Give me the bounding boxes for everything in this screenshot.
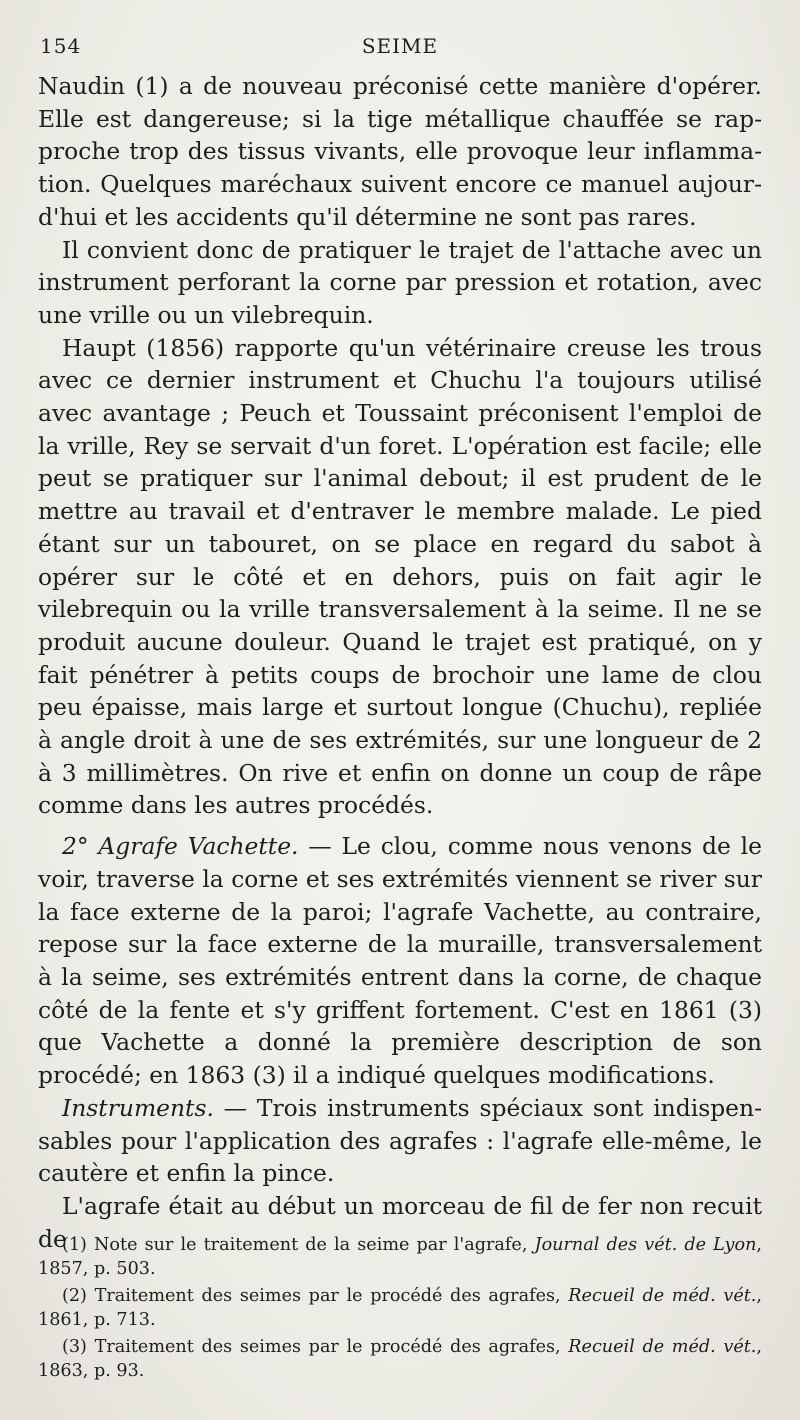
paragraph-5-text: — Trois instruments spéciaux sont indispensables pour l'application des agrafes : l'agrafe elle-même, le cautère et enfin la pince.	[38, 1093, 762, 1188]
paragraph-4-text: — Le clou, comme nous venons de le voir, traverse la corne et ses extrémités viennent se river sur la face externe de la paroi; l'agrafe Vachette, au contraire, repose sur la face externe de la muraille, transversalement à la seime, ses extrémités entrent dans la corne, de chaque côté de la fente et s'y griffent fortement. C'est en 1861 (3) que Vachette a donné la première description de son procédé; en 1863 (3) il a indiqué quelques modifications.	[38, 832, 762, 1090]
footnote-2	[38, 1285, 762, 1332]
footnote-3-source: Recueil de méd. vét.	[568, 1337, 757, 1357]
footnote-3-text: (3) Traitement des seimes par le procédé des agrafes,	[62, 1337, 569, 1357]
footnote-2-source: Recueil de méd. vét.	[568, 1286, 757, 1306]
section-lead-instruments: Instruments.	[62, 1093, 214, 1122]
paragraph-3: Haupt (1856) rapporte qu'un vétérinaire creuse les trous avec ce dernier instrument et Chuchu l'a toujours utilisé avec avantage ; Peuch et Toussaint préconisent l'emploi de la vrille, Rey se servait d'un foret. L'opération est facile; elle peut se pratiquer sur l'animal debout; il est prudent de le mettre au travail et d'entraver le membre malade. Le pied étant sur un tabouret, on se place en regard du sabot à opérer sur le côté et en dehors, puis on fait agir le vilebrequin ou la vrille transversalement à la seime. Il ne se produit aucune douleur. Quand le trajet est pratiqué, on y fait pénétrer à petits coups de brochoir une lame de clou peu épaisse, mais large et surtout longue (Chuchu), repliée à angle droit à une de ses extrémités, sur une longueur de 2 à 3 millimètres. On rive et enfin on donne un coup de râpe comme dans les autres procédés.	[38, 333, 762, 820]
page-number: 154	[40, 34, 82, 58]
footnote-3-ref: , 1863, p. 93.	[38, 1337, 762, 1381]
paragraph-4	[38, 830, 762, 1092]
body-text	[38, 70, 762, 1255]
footnote-2-text: (2) Traitement des seimes par le procédé des agrafes,	[62, 1286, 569, 1306]
footnote-1-source: Journal des vét. de Lyon	[534, 1235, 757, 1255]
paragraph-6: L'agrafe était au début un morceau de fil de fer non recuit de	[38, 1191, 762, 1253]
section-lead-agrafe-vachette: 2° Agrafe Vachette.	[62, 832, 299, 861]
running-title: SEIME	[361, 34, 439, 58]
paragraph-2: Il convient donc de pratiquer le trajet de l'attache avec un instrument perforant la corne par pression et rotation, avec une vrille ou un vilebrequin.	[38, 235, 762, 329]
footnote-1-ref: , 1857, p. 503.	[38, 1235, 762, 1279]
footnote-3	[38, 1336, 762, 1383]
footnote-2-ref: , 1861, p. 713.	[38, 1286, 762, 1330]
footnote-1-text: (1) Note sur le traitement de la seime par l'agrafe,	[62, 1235, 535, 1255]
footnotes	[38, 1234, 762, 1387]
running-head	[40, 30, 760, 60]
footnote-1	[38, 1234, 762, 1281]
paragraph-5	[38, 1092, 762, 1190]
paragraph-1: Naudin (1) a de nouveau préconisé cette manière d'opérer. Elle est dangereuse; si la tige métallique chauffée se rapproche trop des tissus vivants, elle provoque leur inflammation. Quelques maréchaux suivent encore ce manuel aujourd'hui et les accidents qu'il détermine ne sont pas rares.	[38, 72, 762, 231]
